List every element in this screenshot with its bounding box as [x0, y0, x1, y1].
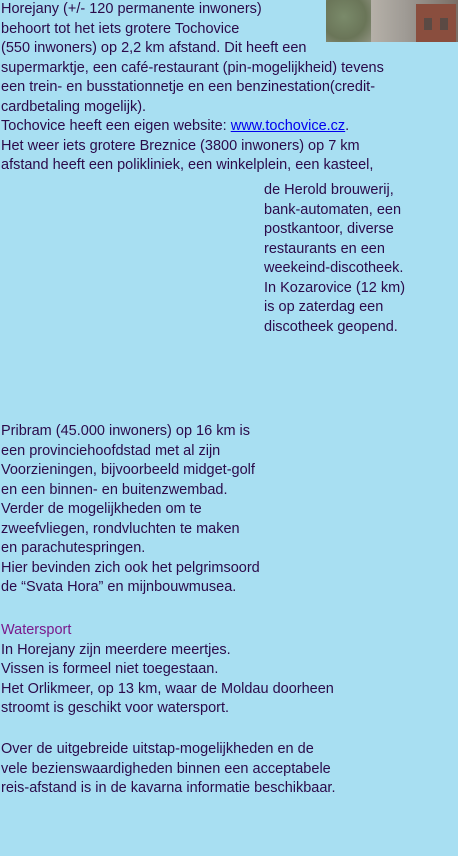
pribram-line: en parachutespringen.	[1, 540, 146, 556]
excursions-line: vele bezienswaardigheden binnen een acceptabele	[1, 760, 331, 777]
intro-line: afstand heeft een polikliniek, een winkelplein, een kasteel,	[1, 157, 374, 173]
website-suffix: .	[345, 118, 350, 134]
watersport-line: Het Orlikmeer, op 13 km, waar de Moldau doorheen	[1, 680, 334, 697]
right-line: bank-automaten, een	[264, 201, 402, 218]
excursions-line: Over de uitgebreide uitstap-mogelijkheden en de	[1, 741, 314, 757]
pribram-paragraph	[1, 422, 260, 598]
website-prefix: Tochovice heeft een eigen website:	[1, 118, 231, 134]
right-line: de Herold brouwerij,	[264, 182, 394, 198]
pribram-line: een provinciehoofdstad met al zijn	[1, 442, 221, 459]
right-line: restaurants en een	[264, 240, 385, 257]
pribram-line: zweefvliegen, rondvluchten te maken	[1, 520, 240, 537]
tochovice-website-link[interactable]: www.tochovice.cz	[230, 118, 346, 134]
intro-line: (550 inwoners) op 2,2 km afstand. Dit heeft een	[1, 40, 307, 56]
window-shape	[440, 18, 448, 30]
right-line: weekeind-discotheek.	[264, 260, 404, 276]
intro-line: cardbetaling mogelijk).	[1, 98, 147, 115]
right-line: In Kozarovice (12 km)	[264, 279, 406, 296]
pribram-line: en een binnen- en buitenzwembad.	[1, 481, 228, 498]
watersport-line: In Horejany zijn meerdere meertjes.	[1, 641, 231, 658]
pribram-line: Verder de mogelijkheden om te	[1, 501, 202, 517]
window-shape	[424, 18, 432, 30]
right-line: is op zaterdag een	[264, 299, 384, 315]
pribram-line: Hier bevinden zich ook het pelgrimsoord	[1, 559, 260, 576]
pribram-line: Pribram (45.000 inwoners) op 16 km is	[1, 423, 251, 439]
breznice-continuation	[264, 181, 405, 337]
excursions-line: reis-afstand is in de kavarna informatie beschikbaar.	[1, 780, 336, 796]
watersport-heading: Watersport	[1, 622, 72, 638]
right-line: discotheek geopend.	[264, 318, 398, 335]
pribram-line: de “Svata Hora” en mijnbouwmusea.	[1, 579, 237, 595]
watersport-section	[1, 621, 334, 719]
intro-line: behoort tot het iets grotere Tochovice	[1, 20, 240, 37]
intro-line: een trein- en busstationnetje en een benzinestation(credit-	[1, 79, 376, 95]
intro-paragraph	[1, 0, 384, 176]
watersport-line: stroomt is geschikt voor watersport.	[1, 700, 230, 716]
excursions-paragraph	[1, 740, 335, 799]
watersport-line: Vissen is formeel niet toegestaan.	[1, 661, 219, 677]
right-line: postkantoor, diverse	[264, 221, 394, 237]
building-shape	[416, 4, 456, 42]
intro-line: supermarktje, een café-restaurant (pin-mogelijkheid) tevens	[1, 59, 384, 76]
pribram-line: Voorzieningen, bijvoorbeeld midget-golf	[1, 462, 255, 478]
intro-line: Horejany (+/- 120 permanente inwoners)	[1, 1, 262, 17]
intro-line: Het weer iets grotere Breznice (3800 inwoners) op 7 km	[1, 137, 360, 154]
website-line	[1, 117, 384, 137]
